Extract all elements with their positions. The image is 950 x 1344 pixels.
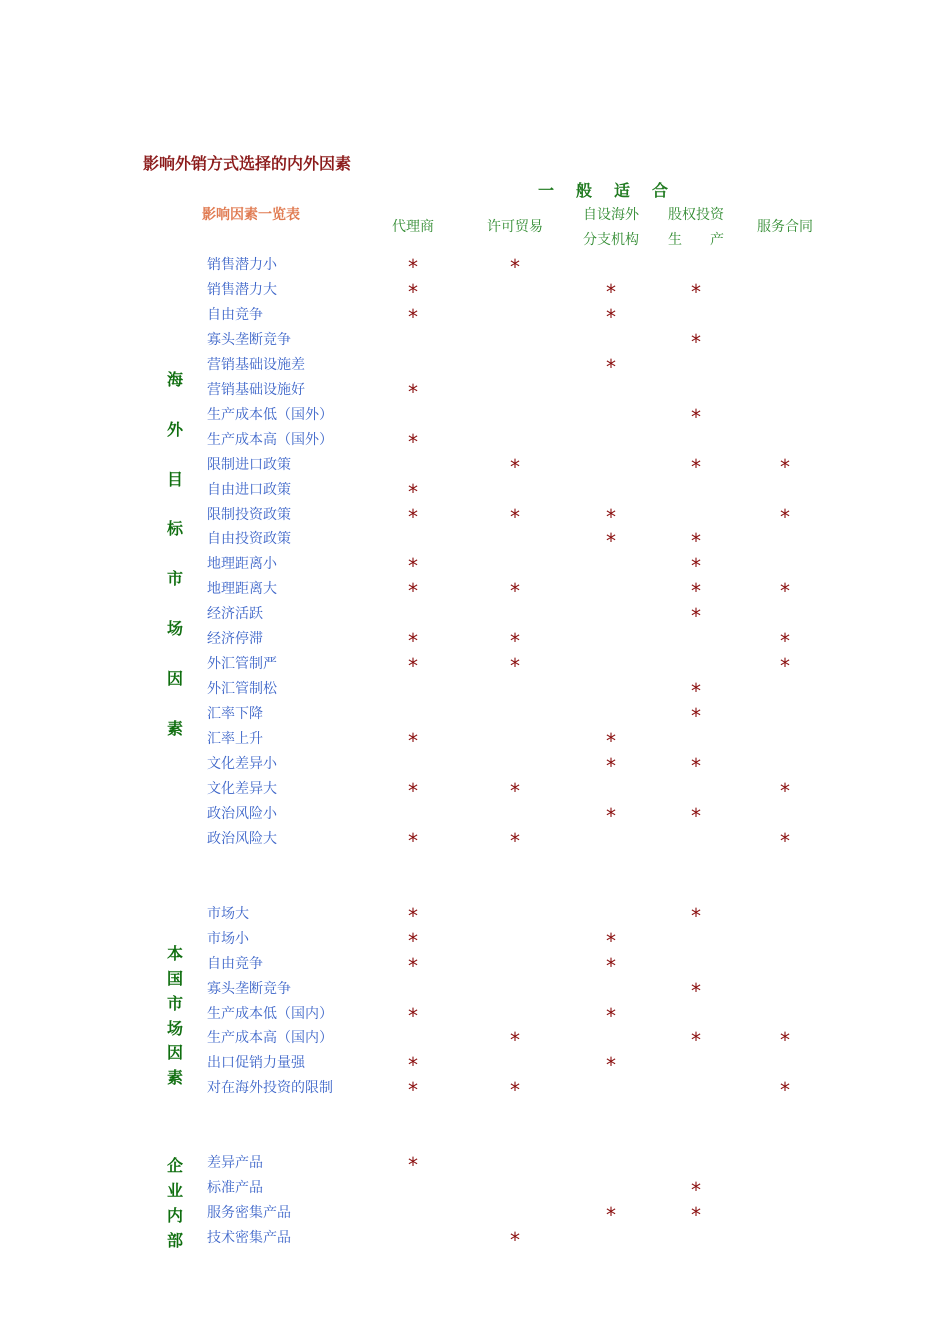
suitability-mark: * [606,529,616,554]
group-label-char: 外 [166,419,184,439]
factor-label: 文化差异小 [207,756,277,772]
suitability-mark: * [606,304,616,329]
suitability-mark: * [408,778,418,803]
suitability-mark: * [408,504,418,529]
factor-label: 差异产品 [207,1155,263,1172]
suitability-mark: * [510,454,520,479]
group-label-char: 因 [166,1043,184,1063]
suitability-mark: * [408,953,418,978]
factor-label: 出口促销力量强 [207,1055,305,1072]
factor-label: 生产成本高（国外） [207,431,333,448]
suitability-mark: * [408,828,418,853]
suitability-mark: * [510,1228,520,1253]
factor-label: 经济停滞 [207,631,263,648]
suitability-mark: * [408,928,418,953]
suitability-mark: * [606,504,616,529]
suitability-mark: * [606,928,616,953]
factor-label: 生产成本低（国外） [207,406,333,423]
suitability-mark: * [510,629,520,654]
column-header [668,203,724,253]
factor-label: 营销基础设施好 [207,381,305,398]
factor-label: 技术密集产品 [207,1230,291,1247]
factor-label: 生产成本低（国内） [207,1005,333,1022]
group-label-char: 海 [166,370,184,389]
suitability-mark: * [691,679,701,704]
suitability-mark: * [691,903,701,928]
suitability-mark: * [780,1078,790,1103]
group-label-char: 国 [166,968,184,988]
suitability-mark: * [780,778,790,803]
factor-label: 汇率下降 [207,706,263,723]
group-label-char: 目 [166,469,184,489]
factor-label: 市场大 [207,905,249,922]
suitability-mark: * [691,454,701,479]
group-label-char: 部 [166,1231,184,1251]
factor-label: 营销基础设施差 [207,356,305,373]
suitability-mark: * [780,504,790,529]
suitability-mark: * [510,504,520,529]
factor-label: 市场小 [207,930,249,947]
group-label-char: 场 [166,619,184,638]
factor-label: 政治风险小 [207,805,277,822]
suitability-mark: * [780,454,790,479]
suitability-mark: * [780,1028,790,1053]
suitable-header-char: 适 [614,181,633,200]
factor-label: 限制投资政策 [207,506,291,523]
suitability-mark: * [691,1203,701,1228]
suitability-mark: * [408,379,418,404]
suitability-mark: * [691,554,701,579]
factor-label: 标准产品 [207,1180,263,1197]
factor-label: 生产成本高（国内） [207,1030,333,1047]
factor-label: 限制进口政策 [207,456,291,473]
suitability-mark: * [691,604,701,629]
factor-label: 地理距离大 [207,581,277,598]
suitability-mark: * [691,579,701,604]
factor-label: 经济活跃 [207,606,263,623]
factor-label: 对在海外投资的限制 [207,1080,333,1097]
suitable-header-char: 合 [652,181,671,200]
suitability-mark: * [408,554,418,579]
suitability-mark: * [510,1028,520,1053]
suitability-mark: * [691,404,701,429]
column-header-line: 分支机构 [583,232,639,248]
factor-label: 地理距离小 [207,556,277,573]
group-label-char: 内 [166,1206,184,1226]
suitability-mark: * [408,1078,418,1103]
suitability-mark: * [606,1053,616,1078]
group-label-char: 素 [166,1068,184,1088]
table-caption: 影响因素一览表 [202,207,300,223]
factor-label: 汇率上升 [207,731,263,748]
suitability-mark: * [408,1153,418,1178]
suitable-header-char: 般 [576,181,595,200]
suitability-mark: * [510,828,520,853]
group-label-char: 市 [166,569,184,589]
suitability-mark: * [408,479,418,504]
suitability-mark: * [606,754,616,778]
column-header [487,215,543,240]
suitability-mark: * [606,279,616,304]
column-header-line: 自设海外 [583,207,639,223]
suitability-mark: * [408,729,418,754]
suitability-mark: * [606,729,616,754]
suitability-mark: * [408,255,418,279]
group-label-char: 场 [166,1018,184,1038]
column-header-line: 许可贸易 [487,219,543,235]
suitability-mark: * [606,354,616,379]
suitability-mark: * [408,629,418,654]
factor-label: 寡头垄断竞争 [207,980,291,997]
factor-label: 外汇管制严 [207,656,277,673]
suitability-mark: * [606,953,616,978]
factor-label: 政治风险大 [207,830,277,847]
suitability-mark: * [408,579,418,604]
suitable-header-char: 一 [538,181,557,200]
factor-label: 寡头垄断竞争 [207,331,291,348]
group-label-char: 标 [166,519,184,539]
factor-label: 销售潜力大 [207,281,277,298]
suitability-mark: * [691,1028,701,1053]
suitability-mark: * [691,803,701,828]
suitability-mark: * [691,529,701,554]
suitability-mark: * [780,579,790,604]
suitability-mark: * [691,978,701,1003]
suitability-mark: * [408,1053,418,1078]
column-header-line: 生 产 [668,232,724,248]
column-header [392,215,434,240]
document-title: 影响外销方式选择的内外因素 [143,154,352,173]
group-label-char: 业 [166,1181,184,1201]
column-header [583,203,639,253]
group-label-char: 因 [166,668,184,688]
column-header-line: 服务合同 [757,219,813,235]
suitability-mark: * [408,279,418,304]
column-header-line: 股权投资 [668,207,724,223]
factor-label: 自由竞争 [207,306,263,323]
suitable-header [538,178,690,201]
factor-label: 自由投资政策 [207,531,291,548]
factor-label: 外汇管制松 [207,681,277,698]
suitability-mark: * [691,329,701,354]
suitability-mark: * [408,654,418,679]
suitability-mark: * [510,1078,520,1103]
factor-label: 服务密集产品 [207,1205,291,1222]
suitability-mark: * [510,255,520,279]
suitability-mark: * [780,629,790,654]
column-header-line: 代理商 [392,219,434,235]
suitability-mark: * [606,1003,616,1028]
suitability-mark: * [780,654,790,679]
suitability-mark: * [691,704,701,729]
suitability-mark: * [691,754,701,778]
suitability-mark: * [408,304,418,329]
group-label-char: 市 [166,993,184,1013]
suitability-mark: * [510,579,520,604]
suitability-mark: * [606,803,616,828]
suitability-mark: * [606,1203,616,1228]
column-header [757,215,813,240]
factor-label: 自由进口政策 [207,481,291,498]
suitability-mark: * [780,828,790,853]
suitability-mark: * [510,778,520,803]
suitability-mark: * [408,903,418,928]
factor-label: 销售潜力小 [207,257,277,273]
factor-label: 自由竞争 [207,955,263,972]
group-label-char: 本 [166,943,184,963]
suitability-mark: * [691,1178,701,1203]
suitability-mark: * [408,1003,418,1028]
factor-label: 文化差异大 [207,780,277,797]
suitability-mark: * [691,279,701,304]
group-label-char: 企 [166,1156,184,1176]
suitability-mark: * [408,429,418,454]
suitability-mark: * [510,654,520,679]
group-label-char: 素 [166,718,184,738]
